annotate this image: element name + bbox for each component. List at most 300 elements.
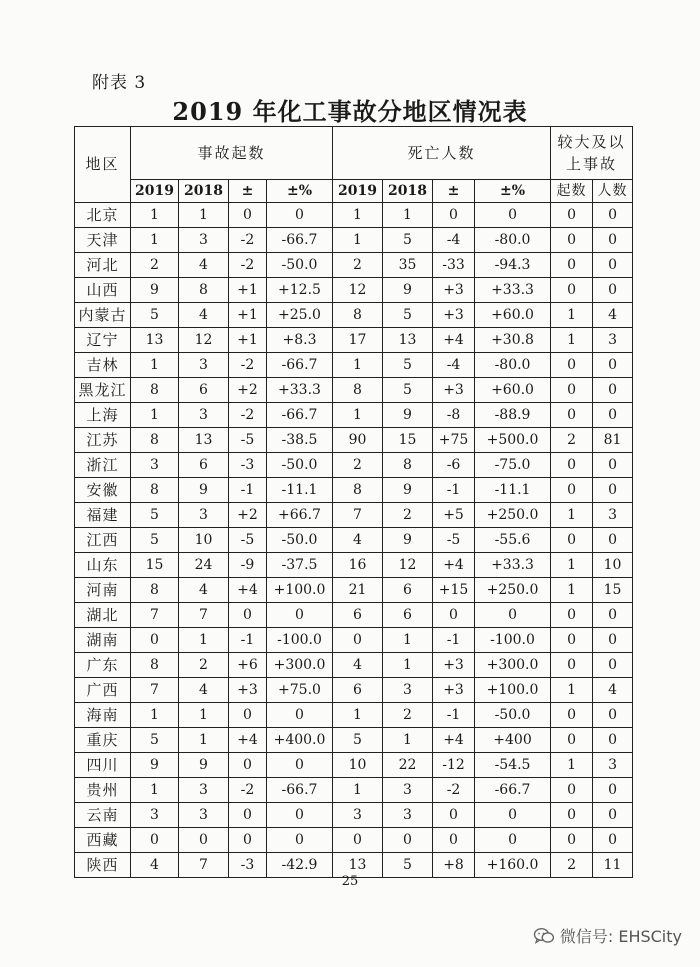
cell-death-2019: 4 (333, 528, 383, 553)
cell-death-pct: +300.0 (475, 653, 551, 678)
cell-major-deaths: 0 (593, 203, 633, 228)
cell-region: 安徽 (75, 478, 131, 503)
cell-death-2018: 1 (383, 628, 433, 653)
cell-acc-2018: 1 (179, 728, 229, 753)
cell-major-count: 1 (551, 553, 593, 578)
cell-death-pct: +160.0 (475, 853, 551, 878)
cell-death-diff: +3 (433, 653, 475, 678)
cell-major-count: 0 (551, 828, 593, 853)
cell-death-diff: -1 (433, 478, 475, 503)
cell-acc-pct: 0 (267, 703, 333, 728)
cell-acc-2019: 8 (131, 653, 179, 678)
cell-acc-2019: 8 (131, 478, 179, 503)
cell-region: 湖南 (75, 628, 131, 653)
table-row (75, 353, 633, 378)
table-row (75, 603, 633, 628)
cell-acc-2018: 7 (179, 853, 229, 878)
cell-death-2019: 1 (333, 703, 383, 728)
cell-acc-2018: 3 (179, 403, 229, 428)
cell-death-2018: 0 (383, 828, 433, 853)
table-row (75, 653, 633, 678)
cell-region: 贵州 (75, 778, 131, 803)
cell-acc-pct: 0 (267, 753, 333, 778)
cell-major-count: 0 (551, 228, 593, 253)
cell-region: 湖北 (75, 603, 131, 628)
cell-major-deaths: 81 (593, 428, 633, 453)
cell-acc-2019: 1 (131, 203, 179, 228)
cell-death-pct: +500.0 (475, 428, 551, 453)
table-row (75, 628, 633, 653)
cell-acc-diff: +1 (229, 278, 267, 303)
cell-death-2019: 2 (333, 453, 383, 478)
cell-major-deaths: 11 (593, 853, 633, 878)
cell-death-pct: -88.9 (475, 403, 551, 428)
cell-acc-2018: 1 (179, 628, 229, 653)
watermark (533, 924, 682, 947)
cell-region: 福建 (75, 503, 131, 528)
page-number: 25 (341, 874, 359, 889)
cell-death-diff: -12 (433, 753, 475, 778)
cell-death-diff: -1 (433, 703, 475, 728)
header-deaths: 死亡人数 (333, 127, 551, 180)
cell-region: 海南 (75, 703, 131, 728)
cell-region: 河南 (75, 578, 131, 603)
cell-acc-2019: 13 (131, 328, 179, 353)
cell-major-count: 2 (551, 853, 593, 878)
cell-death-pct: +100.0 (475, 678, 551, 703)
cell-death-diff: +5 (433, 503, 475, 528)
cell-major-count: 0 (551, 653, 593, 678)
cell-death-diff: -33 (433, 253, 475, 278)
cell-death-2018: 5 (383, 853, 433, 878)
cell-acc-pct: -11.1 (267, 478, 333, 503)
cell-major-deaths: 0 (593, 253, 633, 278)
cell-acc-pct: 0 (267, 203, 333, 228)
table-row (75, 478, 633, 503)
cell-death-pct: +33.3 (475, 278, 551, 303)
table-row (75, 328, 633, 353)
cell-death-2019: 12 (333, 278, 383, 303)
cell-acc-pct: 0 (267, 603, 333, 628)
cell-acc-2018: 3 (179, 228, 229, 253)
header-major-accidents: 较大及以上事故 (551, 127, 633, 180)
cell-death-2018: 6 (383, 603, 433, 628)
cell-death-diff: +3 (433, 378, 475, 403)
cell-death-2018: 1 (383, 203, 433, 228)
cell-death-pct: -11.1 (475, 478, 551, 503)
cell-major-deaths: 0 (593, 703, 633, 728)
cell-death-pct: 0 (475, 828, 551, 853)
cell-death-diff: +4 (433, 553, 475, 578)
cell-acc-diff: 0 (229, 203, 267, 228)
table-row (75, 753, 633, 778)
cell-region: 天津 (75, 228, 131, 253)
cell-death-pct: 0 (475, 603, 551, 628)
cell-acc-pct: -50.0 (267, 253, 333, 278)
cell-death-diff: -1 (433, 628, 475, 653)
cell-major-count: 1 (551, 503, 593, 528)
cell-acc-pct: -66.7 (267, 403, 333, 428)
cell-acc-pct: +75.0 (267, 678, 333, 703)
cell-region: 陕西 (75, 853, 131, 878)
cell-acc-pct: +25.0 (267, 303, 333, 328)
cell-major-count: 0 (551, 603, 593, 628)
cell-acc-2019: 8 (131, 378, 179, 403)
cell-acc-2019: 1 (131, 703, 179, 728)
cell-death-pct: -50.0 (475, 703, 551, 728)
cell-acc-2018: 4 (179, 303, 229, 328)
cell-death-pct: +60.0 (475, 378, 551, 403)
cell-major-count: 0 (551, 203, 593, 228)
table-title: 2019 年化工事故分地区情况表 (172, 97, 528, 126)
cell-death-2019: 0 (333, 828, 383, 853)
cell-death-2018: 35 (383, 253, 433, 278)
cell-death-2019: 8 (333, 378, 383, 403)
cell-acc-2018: 8 (179, 278, 229, 303)
cell-region: 内蒙古 (75, 303, 131, 328)
cell-death-2018: 5 (383, 378, 433, 403)
cell-acc-2019: 4 (131, 853, 179, 878)
cell-major-count: 1 (551, 753, 593, 778)
watermark-text: 微信号: EHSCity (559, 927, 682, 946)
cell-acc-2018: 7 (179, 603, 229, 628)
table-row (75, 303, 633, 328)
cell-death-diff: 0 (433, 828, 475, 853)
cell-acc-diff: -2 (229, 228, 267, 253)
cell-region: 山西 (75, 278, 131, 303)
cell-acc-pct: +12.5 (267, 278, 333, 303)
cell-death-2019: 17 (333, 328, 383, 353)
header-major-count: 起数 (551, 180, 593, 203)
cell-death-diff: +3 (433, 278, 475, 303)
header-death-diff: ± (433, 180, 475, 203)
cell-acc-2018: 24 (179, 553, 229, 578)
table-row (75, 578, 633, 603)
cell-acc-diff: -2 (229, 778, 267, 803)
cell-major-deaths: 4 (593, 678, 633, 703)
cell-major-deaths: 15 (593, 578, 633, 603)
cell-acc-pct: -66.7 (267, 778, 333, 803)
cell-major-deaths: 0 (593, 278, 633, 303)
table-row (75, 378, 633, 403)
cell-acc-pct: -50.0 (267, 453, 333, 478)
cell-death-2018: 3 (383, 778, 433, 803)
cell-death-2018: 1 (383, 653, 433, 678)
cell-death-2019: 6 (333, 678, 383, 703)
table-row (75, 203, 633, 228)
cell-death-2018: 3 (383, 678, 433, 703)
cell-death-2019: 0 (333, 628, 383, 653)
cell-acc-diff: -1 (229, 478, 267, 503)
cell-major-count: 0 (551, 728, 593, 753)
cell-acc-diff: +4 (229, 728, 267, 753)
cell-major-count: 0 (551, 478, 593, 503)
cell-death-2019: 13 (333, 853, 383, 878)
cell-death-diff: 0 (433, 803, 475, 828)
cell-death-diff: +3 (433, 678, 475, 703)
cell-region: 辽宁 (75, 328, 131, 353)
cell-acc-pct: +66.7 (267, 503, 333, 528)
cell-acc-diff: 0 (229, 703, 267, 728)
cell-region: 四川 (75, 753, 131, 778)
cell-acc-2018: 4 (179, 678, 229, 703)
cell-acc-2018: 6 (179, 453, 229, 478)
cell-death-2019: 1 (333, 353, 383, 378)
cell-death-2018: 2 (383, 703, 433, 728)
appendix-label: 附表 3 (92, 73, 147, 93)
header-death-2018: 2018 (383, 180, 433, 203)
cell-acc-2018: 3 (179, 778, 229, 803)
cell-death-2019: 1 (333, 228, 383, 253)
table-row (75, 403, 633, 428)
cell-region: 云南 (75, 803, 131, 828)
table-row (75, 428, 633, 453)
cell-death-pct: +33.3 (475, 553, 551, 578)
cell-major-count: 0 (551, 253, 593, 278)
cell-acc-diff: +2 (229, 503, 267, 528)
cell-death-pct: -80.0 (475, 228, 551, 253)
cell-major-count: 0 (551, 778, 593, 803)
cell-major-count: 0 (551, 803, 593, 828)
cell-death-2018: 1 (383, 728, 433, 753)
cell-acc-diff: -5 (229, 428, 267, 453)
region-accident-table (74, 126, 633, 878)
cell-region: 山东 (75, 553, 131, 578)
cell-acc-2019: 8 (131, 428, 179, 453)
cell-death-diff: +8 (433, 853, 475, 878)
cell-death-2018: 8 (383, 453, 433, 478)
cell-acc-2018: 9 (179, 478, 229, 503)
cell-major-count: 1 (551, 678, 593, 703)
cell-acc-2018: 3 (179, 803, 229, 828)
cell-major-count: 0 (551, 628, 593, 653)
cell-region: 广东 (75, 653, 131, 678)
cell-acc-2019: 1 (131, 778, 179, 803)
cell-acc-diff: 0 (229, 753, 267, 778)
cell-acc-2019: 5 (131, 528, 179, 553)
cell-death-2018: 15 (383, 428, 433, 453)
cell-death-2019: 3 (333, 803, 383, 828)
cell-acc-2019: 3 (131, 803, 179, 828)
cell-major-deaths: 0 (593, 378, 633, 403)
cell-death-2018: 22 (383, 753, 433, 778)
cell-death-2018: 9 (383, 528, 433, 553)
wechat-icon (533, 927, 555, 945)
cell-death-2019: 10 (333, 753, 383, 778)
cell-acc-2018: 1 (179, 703, 229, 728)
table-body (75, 203, 633, 878)
table-row (75, 253, 633, 278)
table-row (75, 553, 633, 578)
header-major-deaths: 人数 (593, 180, 633, 203)
cell-acc-2018: 4 (179, 253, 229, 278)
table-row (75, 528, 633, 553)
cell-death-diff: +4 (433, 328, 475, 353)
cell-death-2019: 1 (333, 778, 383, 803)
cell-acc-pct: -66.7 (267, 228, 333, 253)
cell-death-2018: 3 (383, 803, 433, 828)
cell-death-2019: 4 (333, 653, 383, 678)
cell-acc-pct: -38.5 (267, 428, 333, 453)
cell-death-2019: 6 (333, 603, 383, 628)
cell-death-2018: 9 (383, 403, 433, 428)
cell-region: 吉林 (75, 353, 131, 378)
cell-death-diff: -4 (433, 353, 475, 378)
cell-major-deaths: 0 (593, 778, 633, 803)
cell-acc-2018: 0 (179, 828, 229, 853)
cell-death-pct: +250.0 (475, 503, 551, 528)
cell-death-pct: +400 (475, 728, 551, 753)
cell-acc-2019: 8 (131, 578, 179, 603)
cell-death-diff: -8 (433, 403, 475, 428)
cell-major-deaths: 10 (593, 553, 633, 578)
cell-acc-2019: 5 (131, 503, 179, 528)
cell-acc-diff: 0 (229, 803, 267, 828)
cell-death-pct: -80.0 (475, 353, 551, 378)
cell-acc-2019: 5 (131, 728, 179, 753)
cell-region: 江苏 (75, 428, 131, 453)
cell-acc-diff: +4 (229, 578, 267, 603)
cell-death-2018: 13 (383, 328, 433, 353)
cell-acc-2019: 0 (131, 828, 179, 853)
cell-major-deaths: 0 (593, 353, 633, 378)
cell-acc-diff: +1 (229, 328, 267, 353)
cell-major-deaths: 0 (593, 478, 633, 503)
cell-death-pct: +60.0 (475, 303, 551, 328)
cell-death-2018: 9 (383, 478, 433, 503)
cell-death-diff: 0 (433, 203, 475, 228)
cell-death-pct: -55.6 (475, 528, 551, 553)
cell-death-2018: 5 (383, 228, 433, 253)
header-accidents: 事故起数 (131, 127, 333, 180)
cell-major-count: 1 (551, 578, 593, 603)
cell-acc-pct: +33.3 (267, 378, 333, 403)
cell-acc-2019: 3 (131, 453, 179, 478)
cell-acc-diff: -2 (229, 353, 267, 378)
cell-acc-pct: 0 (267, 803, 333, 828)
cell-death-2019: 8 (333, 478, 383, 503)
cell-acc-pct: -66.7 (267, 353, 333, 378)
cell-major-deaths: 0 (593, 528, 633, 553)
cell-acc-pct: -50.0 (267, 528, 333, 553)
cell-acc-2019: 15 (131, 553, 179, 578)
cell-death-2019: 21 (333, 578, 383, 603)
cell-acc-2018: 9 (179, 753, 229, 778)
cell-acc-2019: 9 (131, 753, 179, 778)
header-region: 地区 (75, 127, 131, 203)
cell-acc-diff: +6 (229, 653, 267, 678)
cell-death-diff: -5 (433, 528, 475, 553)
cell-acc-2019: 9 (131, 278, 179, 303)
table-row (75, 453, 633, 478)
cell-death-2018: 5 (383, 303, 433, 328)
cell-death-diff: +15 (433, 578, 475, 603)
table-row (75, 228, 633, 253)
cell-acc-2019: 7 (131, 678, 179, 703)
cell-acc-diff: -5 (229, 528, 267, 553)
cell-acc-2019: 1 (131, 353, 179, 378)
cell-death-diff: 0 (433, 603, 475, 628)
cell-death-pct: -75.0 (475, 453, 551, 478)
table-row (75, 703, 633, 728)
cell-major-count: 0 (551, 353, 593, 378)
cell-death-pct: 0 (475, 203, 551, 228)
cell-region: 黑龙江 (75, 378, 131, 403)
header-acc-diff: ± (229, 180, 267, 203)
cell-acc-diff: -3 (229, 853, 267, 878)
cell-death-2019: 1 (333, 203, 383, 228)
cell-acc-2018: 1 (179, 203, 229, 228)
cell-death-diff: -6 (433, 453, 475, 478)
cell-death-pct: -100.0 (475, 628, 551, 653)
table-row (75, 778, 633, 803)
table-row (75, 728, 633, 753)
cell-acc-diff: -2 (229, 403, 267, 428)
cell-death-diff: +75 (433, 428, 475, 453)
cell-major-count: 0 (551, 528, 593, 553)
cell-major-deaths: 0 (593, 653, 633, 678)
cell-death-pct: -54.5 (475, 753, 551, 778)
header-acc-2019: 2019 (131, 180, 179, 203)
cell-death-pct: -94.3 (475, 253, 551, 278)
cell-major-count: 0 (551, 453, 593, 478)
cell-death-pct: +30.8 (475, 328, 551, 353)
header-death-2019: 2019 (333, 180, 383, 203)
cell-acc-2018: 2 (179, 653, 229, 678)
cell-acc-pct: +300.0 (267, 653, 333, 678)
cell-acc-pct: -37.5 (267, 553, 333, 578)
cell-region: 江西 (75, 528, 131, 553)
table-row (75, 803, 633, 828)
cell-acc-2019: 1 (131, 228, 179, 253)
cell-major-deaths: 3 (593, 753, 633, 778)
cell-death-2018: 9 (383, 278, 433, 303)
cell-acc-2018: 12 (179, 328, 229, 353)
cell-acc-diff: +1 (229, 303, 267, 328)
cell-acc-diff: -9 (229, 553, 267, 578)
cell-region: 浙江 (75, 453, 131, 478)
cell-death-2019: 90 (333, 428, 383, 453)
cell-death-2019: 1 (333, 403, 383, 428)
cell-acc-diff: 0 (229, 603, 267, 628)
cell-acc-2018: 4 (179, 578, 229, 603)
cell-death-2019: 7 (333, 503, 383, 528)
cell-major-deaths: 0 (593, 803, 633, 828)
cell-death-diff: +3 (433, 303, 475, 328)
table-row (75, 278, 633, 303)
cell-acc-pct: +8.3 (267, 328, 333, 353)
cell-acc-2019: 5 (131, 303, 179, 328)
cell-acc-pct: 0 (267, 828, 333, 853)
cell-acc-pct: +400.0 (267, 728, 333, 753)
cell-region: 上海 (75, 403, 131, 428)
cell-major-deaths: 3 (593, 328, 633, 353)
cell-acc-2019: 2 (131, 253, 179, 278)
cell-acc-diff: +3 (229, 678, 267, 703)
cell-region: 西藏 (75, 828, 131, 853)
cell-death-diff: -2 (433, 778, 475, 803)
cell-acc-pct: +100.0 (267, 578, 333, 603)
cell-acc-2018: 3 (179, 503, 229, 528)
cell-death-2018: 2 (383, 503, 433, 528)
table-row (75, 503, 633, 528)
cell-death-2019: 2 (333, 253, 383, 278)
cell-acc-pct: -42.9 (267, 853, 333, 878)
cell-major-deaths: 0 (593, 228, 633, 253)
cell-death-2019: 5 (333, 728, 383, 753)
cell-acc-2019: 1 (131, 403, 179, 428)
cell-region: 广西 (75, 678, 131, 703)
